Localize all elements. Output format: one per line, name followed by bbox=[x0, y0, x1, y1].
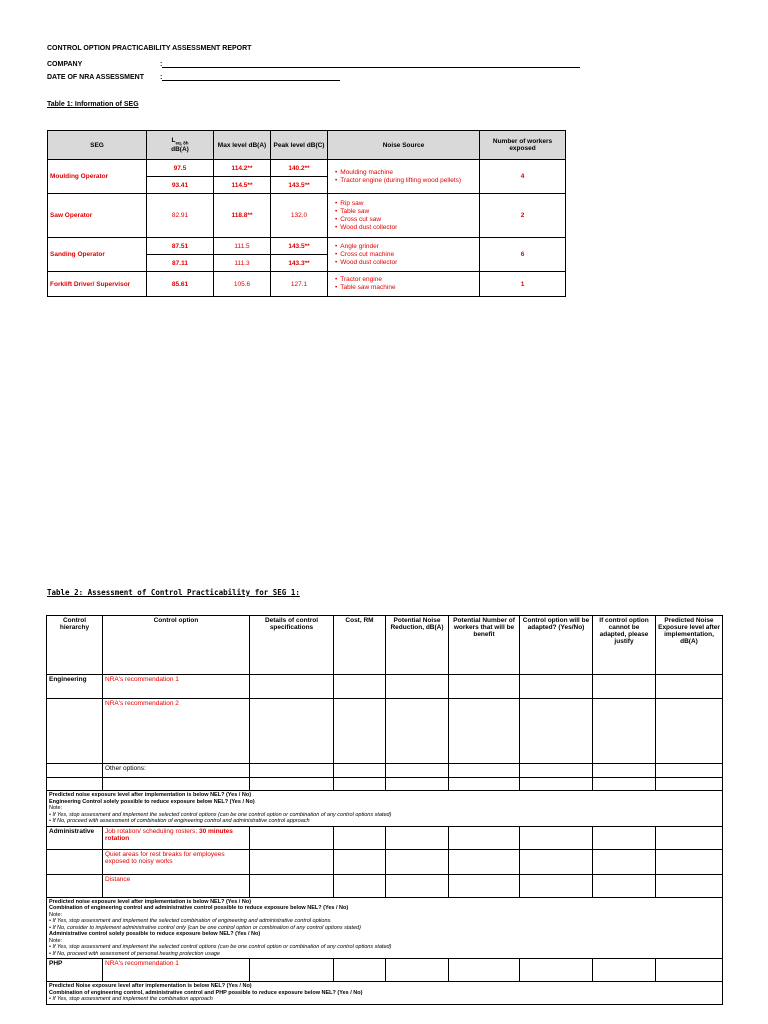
adapted-cell[interactable] bbox=[520, 826, 593, 849]
cost-cell[interactable] bbox=[334, 764, 386, 778]
noise-source-item: • Moulding machine bbox=[342, 169, 477, 177]
noise-source-item: • Wood dust collector bbox=[342, 259, 477, 267]
predicted-cell[interactable] bbox=[656, 699, 723, 764]
leq-sub: eq, 8h bbox=[175, 140, 189, 146]
hierarchy-php: PHP bbox=[47, 959, 103, 982]
leq-cell: 85.61 bbox=[147, 272, 214, 297]
th-benefit: Potential Number of workers that will be benefit bbox=[449, 616, 520, 675]
benefit-cell[interactable] bbox=[449, 874, 520, 897]
peak-cell: 132.0 bbox=[271, 194, 328, 238]
note-line: Predicted noise exposure level after implementation is below NEL? (Yes / No) bbox=[49, 898, 252, 905]
noise-source-item: • Table saw bbox=[342, 208, 477, 216]
peak-cell: 143.5** bbox=[271, 238, 328, 255]
max-cell: 114.2** bbox=[214, 160, 271, 177]
max-cell: 111.3 bbox=[214, 255, 271, 272]
workers-cell: 2 bbox=[480, 194, 566, 238]
cost-cell[interactable] bbox=[334, 959, 386, 982]
th-hierarchy: Control hierarchy bbox=[47, 616, 103, 675]
seg-cell: Saw Operator bbox=[48, 194, 147, 238]
table-row bbox=[48, 272, 566, 297]
predicted-cell[interactable] bbox=[656, 675, 723, 699]
reduction-cell[interactable] bbox=[386, 826, 449, 849]
note-line: • If Yes, stop assessment and implement the selected combination of engineering and administrative control options. bbox=[49, 918, 332, 924]
noise-source-item: • Tractor engine (during lifting wood pellets) bbox=[342, 177, 477, 185]
hierarchy-cell bbox=[47, 764, 103, 778]
noise-cell bbox=[328, 272, 480, 297]
th-reduction: Potential Noise Reduction, dB(A) bbox=[386, 616, 449, 675]
th-details: Details of control specifications bbox=[250, 616, 334, 675]
th-seg: SEG bbox=[48, 131, 147, 160]
note-line: • If No, consider to implement administrative control only (can be one control option or combination of any control options stated) bbox=[49, 924, 361, 931]
leq-unit: dB(A) bbox=[171, 145, 189, 153]
hierarchy-engineering: Engineering bbox=[47, 675, 103, 699]
justify-cell[interactable] bbox=[593, 849, 656, 874]
cost-cell[interactable] bbox=[334, 675, 386, 699]
adapted-cell[interactable] bbox=[520, 849, 593, 874]
table1-caption: Table 1: Information of SEG bbox=[47, 101, 139, 108]
adapted-cell[interactable] bbox=[520, 764, 593, 778]
note-cell bbox=[47, 982, 723, 1005]
adapted-cell[interactable] bbox=[520, 874, 593, 897]
th-adapted: Control option will be adapted? (Yes/No) bbox=[520, 616, 593, 675]
engineering-rec1: NRA's recommendation 1 bbox=[103, 675, 250, 699]
note-line: • If Yes, stop assessment and implement the selected control options (can be one control option or combination of any control options stated) bbox=[49, 944, 392, 950]
note-line: Predicted Noise exposure level after implementation is below NEL? (Yes / No) bbox=[49, 983, 252, 989]
hierarchy-administrative: Administrative bbox=[47, 826, 103, 849]
engineering-rec2: NRA's recommendation 2 bbox=[103, 699, 250, 764]
benefit-cell[interactable] bbox=[449, 959, 520, 982]
note-row-php bbox=[47, 982, 723, 1005]
table2-caption: Table 2: Assessment of Control Practicability for SEG 1: bbox=[47, 588, 300, 597]
peak-cell: 143.3** bbox=[271, 255, 328, 272]
report-title: CONTROL OPTION PRACTICABILITY ASSESSMENT REPORT bbox=[47, 45, 252, 52]
reduction-cell[interactable] bbox=[386, 874, 449, 897]
peak-cell: 140.2** bbox=[271, 160, 328, 177]
table2-header-row bbox=[47, 616, 723, 675]
workers-cell: 4 bbox=[480, 160, 566, 194]
noise-source-item: • Table saw machine bbox=[342, 284, 477, 292]
table-row bbox=[48, 160, 566, 177]
noise-cell bbox=[328, 160, 480, 194]
seg-cell: Moulding Operator bbox=[48, 160, 147, 194]
date-colon: : bbox=[160, 74, 163, 81]
th-noise: Noise Source bbox=[328, 131, 480, 160]
noise-cell bbox=[328, 194, 480, 238]
details-cell[interactable] bbox=[250, 959, 334, 982]
max-cell: 111.5 bbox=[214, 238, 271, 255]
adapted-cell[interactable] bbox=[520, 699, 593, 764]
rec1-text: Job rotation/ scheduling rosters: bbox=[105, 827, 198, 835]
predicted-cell[interactable] bbox=[656, 764, 723, 778]
th-option: Control option bbox=[103, 616, 250, 675]
leq-cell: 87.11 bbox=[147, 255, 214, 272]
details-cell[interactable] bbox=[250, 849, 334, 874]
noise-cell bbox=[328, 238, 480, 272]
seg-cell: Sanding Operator bbox=[48, 238, 147, 272]
benefit-cell[interactable] bbox=[449, 826, 520, 849]
justify-cell[interactable] bbox=[593, 959, 656, 982]
company-field bbox=[160, 61, 580, 68]
th-workers: Number of workers exposed bbox=[480, 131, 566, 160]
justify-cell[interactable] bbox=[593, 874, 656, 897]
th-max: Max level dB(A) bbox=[214, 131, 271, 160]
table-row bbox=[47, 874, 723, 897]
justify-cell[interactable] bbox=[593, 699, 656, 764]
note-line: • If No, proceed with assessment of combination of engineering control and administrative control approach bbox=[49, 818, 310, 824]
leq-main: L bbox=[171, 137, 176, 145]
details-cell[interactable] bbox=[250, 778, 334, 791]
benefit-cell[interactable] bbox=[449, 778, 520, 791]
table-row bbox=[48, 238, 566, 255]
workers-cell: 1 bbox=[480, 272, 566, 297]
reduction-cell[interactable] bbox=[386, 778, 449, 791]
benefit-cell[interactable] bbox=[449, 764, 520, 778]
leq-cell: 97.5 bbox=[147, 160, 214, 177]
administrative-rec3: Distance bbox=[103, 874, 250, 897]
reduction-cell[interactable] bbox=[386, 675, 449, 699]
th-cost: Cost, RM bbox=[334, 616, 386, 675]
noise-source-item: • Wood dust collector bbox=[342, 224, 477, 232]
noise-source-item: • Tractor engine bbox=[342, 276, 477, 284]
adapted-cell[interactable] bbox=[520, 778, 593, 791]
note-line: Combination of engineering control, administrative control and PHP possible to reduce exposure below NEL? (Yes / No) bbox=[49, 989, 363, 996]
rec1-bold: 30 minutes rotation bbox=[105, 827, 233, 842]
max-cell: 118.8** bbox=[214, 194, 271, 238]
note-line: Note: bbox=[49, 911, 63, 918]
php-rec1: NRA's recommendation 1 bbox=[103, 959, 250, 982]
th-leq bbox=[147, 131, 214, 160]
note-line: • If No, proceed with assessment of personal hearing protection usage bbox=[49, 950, 220, 957]
note-row-engineering bbox=[47, 791, 723, 827]
max-cell: 114.5** bbox=[214, 177, 271, 194]
predicted-cell[interactable] bbox=[656, 826, 723, 849]
seg-cell: Forklift Driver/ Supervisor bbox=[48, 272, 147, 297]
leq-cell: 93.41 bbox=[147, 177, 214, 194]
details-cell[interactable] bbox=[250, 874, 334, 897]
noise-source-item: • Cross cut machine bbox=[342, 251, 477, 259]
seg-info-table bbox=[47, 130, 566, 297]
administrative-rec2: Quiet areas for rest breaks for employees exposed to noisy works bbox=[103, 849, 250, 874]
cost-cell[interactable] bbox=[334, 778, 386, 791]
peak-cell: 127.1 bbox=[271, 272, 328, 297]
justify-cell[interactable] bbox=[593, 675, 656, 699]
hierarchy-cell bbox=[47, 699, 103, 764]
leq-cell: 82.91 bbox=[147, 194, 214, 238]
reduction-cell[interactable] bbox=[386, 849, 449, 874]
details-cell[interactable] bbox=[250, 699, 334, 764]
workers-cell: 6 bbox=[480, 238, 566, 272]
note-row-administrative bbox=[47, 897, 723, 959]
leq-cell: 87.51 bbox=[147, 238, 214, 255]
hierarchy-cell bbox=[47, 849, 103, 874]
hierarchy-cell bbox=[47, 874, 103, 897]
table-row bbox=[47, 764, 723, 778]
noise-source-item: • Cross cut saw bbox=[342, 216, 477, 224]
table-row bbox=[47, 778, 723, 791]
justify-cell[interactable] bbox=[593, 764, 656, 778]
max-cell: 105.6 bbox=[214, 272, 271, 297]
date-label: DATE OF NRA ASSESSMENT bbox=[47, 74, 144, 81]
predicted-cell[interactable] bbox=[656, 778, 723, 791]
administrative-rec1 bbox=[103, 826, 250, 849]
noise-source-item: • Angle grinder bbox=[342, 243, 477, 251]
table-row bbox=[47, 849, 723, 874]
predicted-cell[interactable] bbox=[656, 874, 723, 897]
note-line: • If Yes, stop assessment and implement the combination approach bbox=[49, 996, 213, 1002]
details-cell[interactable] bbox=[250, 764, 334, 778]
note-cell bbox=[47, 897, 723, 959]
hierarchy-cell bbox=[47, 778, 103, 791]
table-row bbox=[47, 826, 723, 849]
note-line: Combination of engineering control and administrative control possible to reduce exposure below NEL? (Yes / No) bbox=[49, 905, 349, 911]
table-row bbox=[47, 675, 723, 699]
note-line: • If Yes, stop assessment and implement the selected control options (can be one control option or combination of any control options stated) bbox=[49, 811, 392, 818]
benefit-cell[interactable] bbox=[449, 675, 520, 699]
table-row bbox=[47, 699, 723, 764]
peak-cell: 143.5** bbox=[271, 177, 328, 194]
justify-cell[interactable] bbox=[593, 826, 656, 849]
cost-cell[interactable] bbox=[334, 874, 386, 897]
control-practicability-table bbox=[46, 615, 723, 1005]
engineering-other: Other options: bbox=[103, 764, 250, 778]
justify-cell[interactable] bbox=[593, 778, 656, 791]
predicted-cell[interactable] bbox=[656, 959, 723, 982]
cost-cell[interactable] bbox=[334, 826, 386, 849]
adapted-cell[interactable] bbox=[520, 959, 593, 982]
option-cell[interactable] bbox=[103, 778, 250, 791]
cost-cell[interactable] bbox=[334, 699, 386, 764]
benefit-cell[interactable] bbox=[449, 849, 520, 874]
date-field bbox=[160, 74, 340, 81]
note-line: Predicted noise exposure level after implementation is below NEL? (Yes / No) bbox=[49, 792, 252, 798]
note-cell bbox=[47, 791, 723, 827]
th-peak: Peak level dB(C) bbox=[271, 131, 328, 160]
benefit-cell[interactable] bbox=[449, 699, 520, 764]
note-line: Note: bbox=[49, 805, 63, 811]
cost-cell[interactable] bbox=[334, 849, 386, 874]
details-cell[interactable] bbox=[250, 675, 334, 699]
details-cell[interactable] bbox=[250, 826, 334, 849]
table1-header-row bbox=[48, 131, 566, 160]
noise-source-item: • Rip saw bbox=[342, 200, 477, 208]
predicted-cell[interactable] bbox=[656, 849, 723, 874]
th-justify: If control option cannot be adapted, please justify bbox=[593, 616, 656, 675]
reduction-cell[interactable] bbox=[386, 764, 449, 778]
reduction-cell[interactable] bbox=[386, 959, 449, 982]
reduction-cell[interactable] bbox=[386, 699, 449, 764]
table-row bbox=[47, 959, 723, 982]
company-colon: : bbox=[160, 61, 163, 68]
note-line: Administrative control solely possible to reduce exposure below NEL? (Yes / No) bbox=[49, 931, 261, 937]
note-line: Note: bbox=[49, 937, 63, 944]
note-line: Engineering Control solely possible to reduce exposure below NEL? (Yes / No) bbox=[49, 798, 255, 805]
adapted-cell[interactable] bbox=[520, 675, 593, 699]
table-row bbox=[48, 194, 566, 238]
th-predicted: Predicted Noise Exposure level after implementation, dB(A) bbox=[656, 616, 723, 675]
company-label: COMPANY bbox=[47, 61, 83, 68]
